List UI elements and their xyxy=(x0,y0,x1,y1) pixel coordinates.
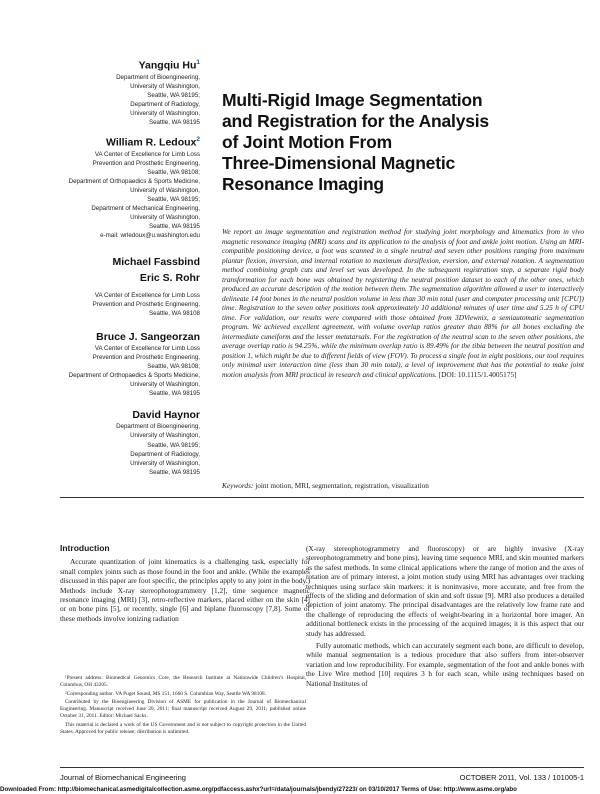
affiliation-line: University of Washington, xyxy=(130,82,200,90)
author-block xyxy=(60,133,200,240)
author-email[interactable]: e-mail: wrledoux@u.washington.edu xyxy=(100,232,200,240)
author-footnote-mark: 1 xyxy=(196,59,200,66)
author-name: David Haynor xyxy=(132,409,200,422)
title-line: Multi-Rigid Image Segmentation xyxy=(222,90,483,110)
intro-right-column xyxy=(306,544,584,688)
footer-divider xyxy=(60,767,584,768)
intro-paragraph: Accurate quantization of joint kinematics is a challenging task, especially for small complex joints such as those found in the foot and ankle. (While the examples discussed in this paper are foot specific, the principles apply to any joint in the body.) Methods include X-ray stereophotogrammetry [1,2], time sequence magnetic resonance imaging (MRI) [3], retro-reflective markers, placed either on the skin [4] or on bone pins [5], or recently, single [6] and biplane fluoroscopy [7,8]. Some of these methods involve ionizing radiation xyxy=(60,557,310,623)
affiliation-line: Department of Radiology, xyxy=(130,100,200,108)
title-line: and Registration for the Analysis xyxy=(222,111,489,131)
author-block xyxy=(60,56,200,127)
affiliation-line: Department of Radiology, xyxy=(130,450,200,458)
author-name: Eric S. Rohr xyxy=(139,271,200,284)
author-name: Yangqiu Hu xyxy=(138,59,197,72)
author-name: Michael Fassbind xyxy=(112,255,200,268)
download-notice[interactable]: Downloaded From: http://biomechanical.asmedigitalcollection.asme.org/pdfaccess.ashx?url=/data/journals/jbendy/27223/ on 03/10/2017 Terms of Use: http://www.asme.org/abo xyxy=(0,786,517,793)
affiliation-line: University of Washington, xyxy=(130,432,200,440)
intro-paragraph: (X-ray stereophotogrammetry and fluoroscopy) or are highly invasive (X-ray stereophotogrammetry and bone pins), leaving time sequence MRI, and skin mounted markers as the safest methods. In some clinical applications where the range of motion and the axes of rotation are of primary interest, a joint motion study using MRI has advantages over tracking techniques using surface skin markers: it is noninvasive, more accurate, and free from the effects of the sliding and deformation of skin and soft tissue [9]. MRI also produces a detailed depiction of joint anatomy. The principal disadvantages are the relatively low frame rate and the challenge of reproducing the effects of weight-bearing in a horizontal bore imager. An additional bottleneck exists in the processing of the acquired images; it is this aspect that our study has addressed. xyxy=(306,544,584,638)
section-heading: Introduction xyxy=(60,543,110,553)
author-footnote-mark: 2 xyxy=(196,136,200,144)
journal-name: Journal of Biomechanical Engineering xyxy=(60,773,186,782)
footnote: Contributed by the Bioengineering Division of ASME for publication in the Journal of Biomechanical Engineering. Manuscript received June 20, 2011; final manuscript received August 29, 2011; published online October 31, 2011. Editor: Michael Sacks. xyxy=(60,699,306,720)
author-name: William R. Ledoux xyxy=(106,136,197,149)
author-name: Bruce J. Sangeorzan xyxy=(96,330,200,343)
affiliation-line: VA Center of Excellence for Limb Loss xyxy=(94,291,200,299)
keywords-label: Keywords: xyxy=(222,481,254,490)
footnote: ²Corresponding author. VA Puget Sound, MS 151, 1660 S. Columbian Way, Seattle WA 98108. xyxy=(65,690,266,697)
intro-paragraph: Fully automatic methods, which can accurately segment each bone, are difficult to develop, while manual segmentation is a tedious procedure that also suffers from inter-observer variation and low reproducibility. For example, segmentation of the foot and ankle bones with the Live Wire method [10] requires 3 h for each scan, while using techniques based on National Institutes of xyxy=(306,641,584,688)
footnote: ¹Present address: Biomedical Genomics Core, the Research Institute at Nationwide Children’s Hospital, Columbus, OH 43205. xyxy=(60,675,306,689)
affiliation-line: Department of Bioengineering, xyxy=(116,423,200,431)
keywords xyxy=(222,481,584,490)
affiliation-line: University of Washington, xyxy=(130,381,200,389)
abstract-text: We report an image segmentation and registration method for studying joint morphology and kinematics from in vivo magnetic resonance imaging (MRI) scans and its application to the analysis of foot and ankle joint motion. Using an MRI-compatible positioning device, a foot was scanned in a single neutral and seven other positions ranging from maximum plantar flexion, inversion, and internal rotation to maximum dorsiflexion, eversion, and external rotation. A segmentation method combining graph cuts and level set was developed. In the subsequent registration step, a separate rigid body transformation for each bone was obtained by registering the neutral position dataset to each of the other ones, which produced an accurate description of the motion between them. The segmentation algorithm allowed a user to interactively delineate 14 foot bones in the neutral position volume in less than 30 min total (user and computer processing unit [CPU]) time. Registration to the seven other positions took approximately 10 additional minutes of user time and 5.25 h of CPU time. For validation, our results were compared with those obtained from 3DViewnix, a semiautomatic segmentation program. We achieved excellent agreement, with volume overlap ratios greater than 88% for all bones excluding the intermediate cuneiform and the lesser metatarsals. For the registration of the neutral scan to the seven other positions, the average overlap ratio is 94.25%, while the minimum overlap ratio is 89.49% for the tibia between the neutral position and position 1, which might be due to different fields of view (FOV). To process a single foot in eight positions, our tool requires only minimal user interaction time (less than 30 min total), a level of improvement that has the potential to make joint motion analysis from MRI practical in research and clinical applications. xyxy=(222,227,584,379)
intro-left-column xyxy=(60,544,310,623)
affiliation-line: University of Washington, xyxy=(130,459,200,467)
title-line: Three-Dimensional Magnetic xyxy=(222,153,456,173)
author-block xyxy=(60,271,200,318)
affiliation-line: VA Center of Excellence for Limb Loss xyxy=(94,150,200,158)
author-block xyxy=(60,255,200,269)
affiliation-line: Prevention and Prosthetic Engineering, xyxy=(92,353,200,361)
abstract xyxy=(222,227,584,379)
doi[interactable]: [DOI: 10.1115/1.4005175] xyxy=(438,369,517,379)
footnotes xyxy=(60,675,306,738)
affiliation-line: University of Washington, xyxy=(130,186,200,194)
affiliation-line: Seattle, WA 98195 xyxy=(148,390,200,398)
affiliation-line: Seattle, WA 98195 xyxy=(148,223,200,231)
author-block xyxy=(60,330,200,399)
affiliation-line: Prevention and Prosthetic Engineering, xyxy=(92,300,200,308)
title-line: of Joint Motion From xyxy=(222,132,392,152)
affiliation-line: Seattle, WA 98195 xyxy=(148,118,200,126)
affiliation-line: Department of Bioengineering, xyxy=(116,73,200,81)
affiliation-line: Seattle, WA 98195; xyxy=(147,196,200,204)
affiliation-line: Prevention and Prosthetic Engineering, xyxy=(92,159,200,167)
affiliation-line: Seattle, WA 98108; xyxy=(147,362,200,370)
affiliation-line: University of Washington, xyxy=(130,214,200,222)
affiliation-line: Seattle, WA 98195; xyxy=(147,441,200,449)
affiliation-line: Seattle, WA 98195; xyxy=(147,91,200,99)
affiliation-line: VA Center of Excellence for Limb Loss xyxy=(94,344,200,352)
divider xyxy=(60,497,584,498)
affiliation-line: University of Washington, xyxy=(130,109,200,117)
affiliation-line: Seattle, WA 98108; xyxy=(147,168,200,176)
author-block xyxy=(60,408,200,477)
affiliation-line: Department of Orthopaedics & Sports Medicine, xyxy=(68,177,200,185)
affiliation-line: Department of Mechanical Engineering, xyxy=(91,205,200,213)
issue-info: OCTOBER 2011, Vol. 133 / 101005-1 xyxy=(459,773,584,782)
footnote: This material is declared a work of the US Government and is not subject to copyright protection in the United States. Approved for public release; distribution is unlimited. xyxy=(60,722,306,736)
affiliation-line: Seattle, WA 98108 xyxy=(148,309,200,317)
affiliation-line: Department of Orthopaedics & Sports Medicine, xyxy=(68,372,200,380)
author-list xyxy=(60,56,200,483)
keywords-text: joint motion, MRI, segmentation, registration, visualization xyxy=(255,481,429,490)
title-line: Resonance Imaging xyxy=(222,174,384,194)
affiliation-line: Seattle, WA 98195 xyxy=(148,468,200,476)
paper-title xyxy=(222,90,582,195)
